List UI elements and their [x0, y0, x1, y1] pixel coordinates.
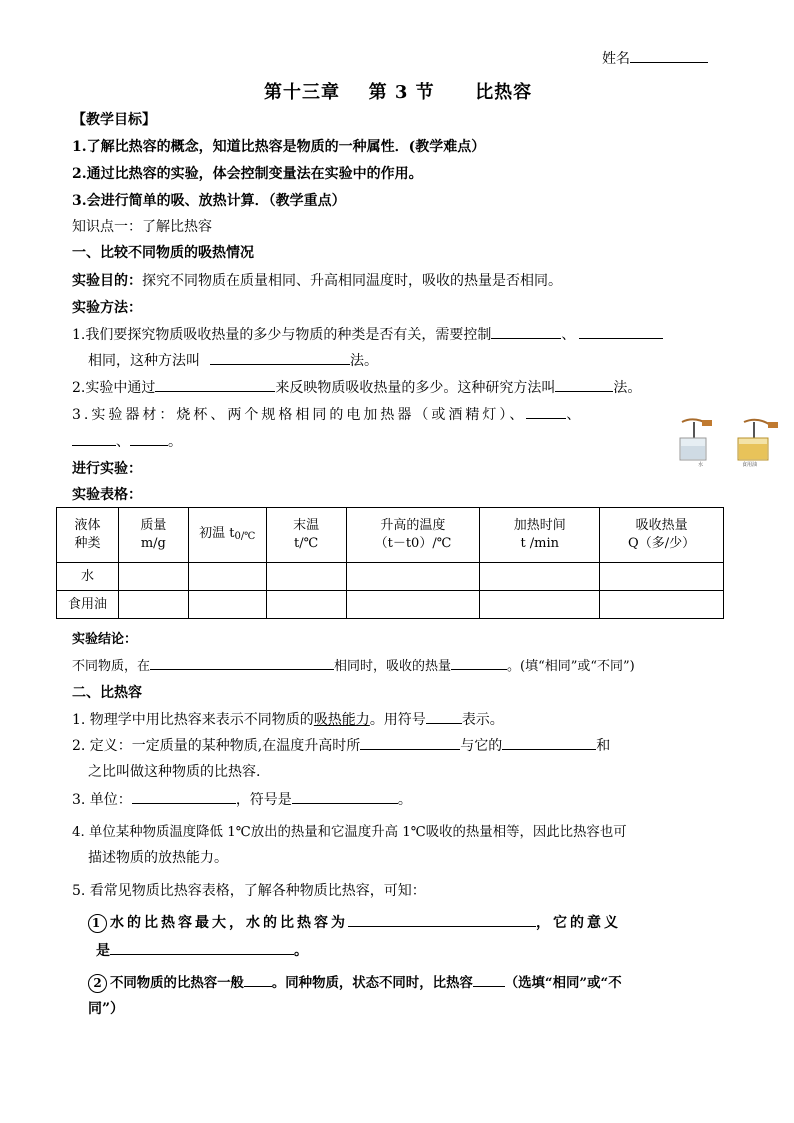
table-cell[interactable]: [346, 563, 480, 591]
blank-unit[interactable]: [132, 789, 236, 804]
method-2-text-a: 2.实验中通过: [72, 380, 156, 396]
blank-water-meaning[interactable]: [110, 940, 294, 955]
table-cell[interactable]: [118, 591, 188, 619]
table-cell[interactable]: [600, 591, 724, 619]
sec2-p2-text-b: 与它的: [460, 738, 503, 754]
row-label-oil: 食用油: [57, 591, 119, 619]
purpose-line: [72, 270, 562, 290]
header-cell-temp-rise: 升高的温度 （t－t0）/℃: [346, 508, 480, 563]
topic-label: 比热容: [475, 82, 533, 103]
sec2-p4: 4. 单位某种物质温度降低 1℃放出的热量和它温度升高 1℃吸收的热量相等，因此比热容也可: [72, 825, 627, 840]
row-label-water: 水: [57, 563, 119, 591]
sec2-p4-line2: 描述物质的放热能力。: [88, 850, 228, 866]
method-2-text-b: 来反映物质吸收热量的多少。这种研究方法叫: [275, 380, 556, 396]
conclusion-label: 实验结论：: [72, 632, 138, 647]
blank-control-2[interactable]: [579, 324, 663, 339]
blank-conclusion-condition[interactable]: [150, 655, 334, 670]
table-label: 实验表格：: [72, 487, 142, 503]
sec2-p1-text-c: 表示。: [461, 712, 504, 728]
blank-definition-2[interactable]: [502, 735, 596, 750]
blank-conclusion-result[interactable]: [451, 655, 507, 670]
section-2-heading: 二、比热容: [72, 685, 142, 701]
table-cell[interactable]: [266, 563, 346, 591]
blank-method-name[interactable]: [210, 350, 350, 365]
name-field[interactable]: [602, 48, 708, 68]
conclusion-text-c: 。(填“相同”或“不同”): [507, 659, 635, 674]
experiment-table: [56, 507, 724, 619]
method-3-sep-1: 、: [566, 407, 584, 423]
goal-2: 2.通过比热容的实验，体会控制变量法在实验中的作用。: [72, 166, 423, 182]
do-experiment-label: 进行实验：: [72, 461, 142, 477]
sec2-p2-line2: 之比叫做这种物质的比热容.: [88, 764, 261, 780]
header-cell-heating-time: 加热时间 t /min: [480, 508, 600, 563]
table-cell[interactable]: [480, 563, 600, 591]
item-2-number: 2: [88, 974, 107, 993]
item-1-line: [88, 912, 621, 933]
blank-research-method[interactable]: [555, 377, 613, 392]
item-2-text-b: 。同种物质，状态不同时，比热容: [271, 975, 473, 991]
sec2-p2-text-c: 和: [596, 738, 611, 754]
header-cell-final-temp: 末温 t/℃: [266, 508, 346, 563]
item-1-text-d: 。: [294, 943, 308, 959]
blank-equipment-3[interactable]: [130, 431, 168, 446]
svg-text:食用油: 食用油: [742, 462, 758, 468]
conclusion-text-b: 相同时，吸收的热量: [334, 659, 452, 674]
chapter-label: 第十三章: [264, 82, 340, 103]
name-label: 姓名: [602, 51, 630, 67]
table-cell[interactable]: [480, 591, 600, 619]
blank-control-1[interactable]: [491, 324, 561, 339]
method-2-line: [72, 377, 641, 397]
sec2-p3: [72, 789, 412, 809]
table-row: [57, 591, 724, 619]
method-3-text: 3.实验器材：烧杯、两个规格相同的电加热器（或酒精灯）、: [72, 407, 527, 423]
method-3-sep-2: 、: [116, 434, 130, 450]
sec2-p1-text-a: 1. 物理学中用比热容来表示不同物质的: [72, 712, 314, 728]
sec2-p2-text-a: 2. 定义：一定质量的某种物质,在温度升高时所: [72, 738, 361, 754]
table-cell[interactable]: [118, 563, 188, 591]
table-cell[interactable]: [188, 563, 266, 591]
header-cell-mass: 质量 m/g: [118, 508, 188, 563]
item-2-text-c: （选填“相同”或“不: [504, 975, 622, 991]
blank-water-specific-heat[interactable]: [348, 912, 536, 927]
method-2-text-c: 法。: [613, 380, 642, 396]
page-title: [264, 78, 532, 104]
table-cell[interactable]: [266, 591, 346, 619]
header-cell-initial-temp: 初温 $t_{0/℃}$: [188, 508, 266, 563]
item-2-line: [88, 972, 622, 993]
heater-beaker-water-illustration: [672, 416, 722, 468]
table-cell[interactable]: [346, 591, 480, 619]
item-1-line-2: [96, 940, 308, 960]
purpose-label: 实验目的：: [72, 273, 142, 289]
section-label: 第 3 节: [368, 82, 435, 103]
table-row: [57, 563, 724, 591]
blank-generally[interactable]: [244, 972, 272, 987]
blank-state-change[interactable]: [473, 972, 505, 987]
method-1-text-b: 相同，这种方法叫: [88, 353, 200, 369]
goal-1: 1.了解比热容的概念，知道比热容是物质的一种属性．(教学难点）: [72, 139, 486, 155]
blank-definition-1[interactable]: [360, 735, 460, 750]
method-3-end: 。: [168, 434, 182, 450]
knowledge-point-1: 知识点一：了解比热容: [72, 219, 212, 235]
method-label: 实验方法：: [72, 300, 142, 316]
item-2-text-a: 不同物质的比热容一般: [110, 975, 244, 991]
sec2-p1: [72, 709, 504, 729]
table-cell[interactable]: [188, 591, 266, 619]
blank-equipment-2[interactable]: [72, 431, 116, 446]
conclusion-text-a: 不同物质，在: [72, 659, 151, 674]
method-1-sep: 、: [561, 327, 576, 343]
method-1-text-c: 法。: [350, 353, 378, 369]
method-1-line-2: [88, 350, 378, 370]
item-1-text-a: 水的比热容最大，水的比热容为: [110, 915, 348, 931]
sec2-p5: 5. 看常见物质比热容表格，了解各种物质比热容，可知：: [72, 883, 426, 899]
method-1-text: 1.我们要探究物质吸收热量的多少与物质的种类是否有关，需要控制: [72, 327, 492, 343]
section-1-heading: 一、比较不同物质的吸热情况: [72, 245, 254, 261]
method-1-line: [72, 324, 663, 344]
header-cell-heat-absorbed: 吸收热量 Q（多/少）: [600, 508, 724, 563]
sec2-p2: [72, 735, 610, 755]
item-1-text-b: ，它的意义: [536, 915, 621, 931]
sec2-p3-text-c: 。: [397, 792, 412, 808]
sec2-p3-text-b: ，符号是: [235, 792, 292, 808]
sec2-p1-underlined: 吸热能力: [313, 712, 370, 728]
table-cell[interactable]: [600, 563, 724, 591]
conclusion-line: [72, 655, 635, 674]
blank-symbol[interactable]: [426, 709, 462, 724]
name-blank[interactable]: [630, 48, 708, 63]
method-3-line-2: [72, 431, 182, 451]
sec2-p3-text-a: 3. 单位：: [72, 792, 132, 808]
item-1-number: 1: [88, 914, 107, 933]
goal-3: 3.会进行简单的吸、放热计算．（教学重点）: [72, 193, 346, 209]
header-cell-liquid: 液体 种类: [57, 508, 119, 563]
item-2-line-2: 同”）: [88, 1001, 125, 1017]
heater-beaker-oil-illustration: [730, 416, 780, 468]
purpose-text: 探究不同物质在质量相同、升高相同温度时，吸收的热量是否相同。: [142, 273, 562, 289]
blank-equipment-1[interactable]: [526, 404, 566, 419]
svg-text:水: 水: [698, 462, 704, 468]
table-header-row: [57, 508, 724, 563]
goals-heading: 【教学目标】: [72, 112, 156, 128]
blank-reflect[interactable]: [155, 377, 275, 392]
blank-unit-symbol[interactable]: [292, 789, 398, 804]
sec2-p1-text-b: 。用符号: [369, 712, 426, 728]
method-3-line: [72, 404, 583, 424]
item-1-text-c: 是: [96, 943, 110, 959]
